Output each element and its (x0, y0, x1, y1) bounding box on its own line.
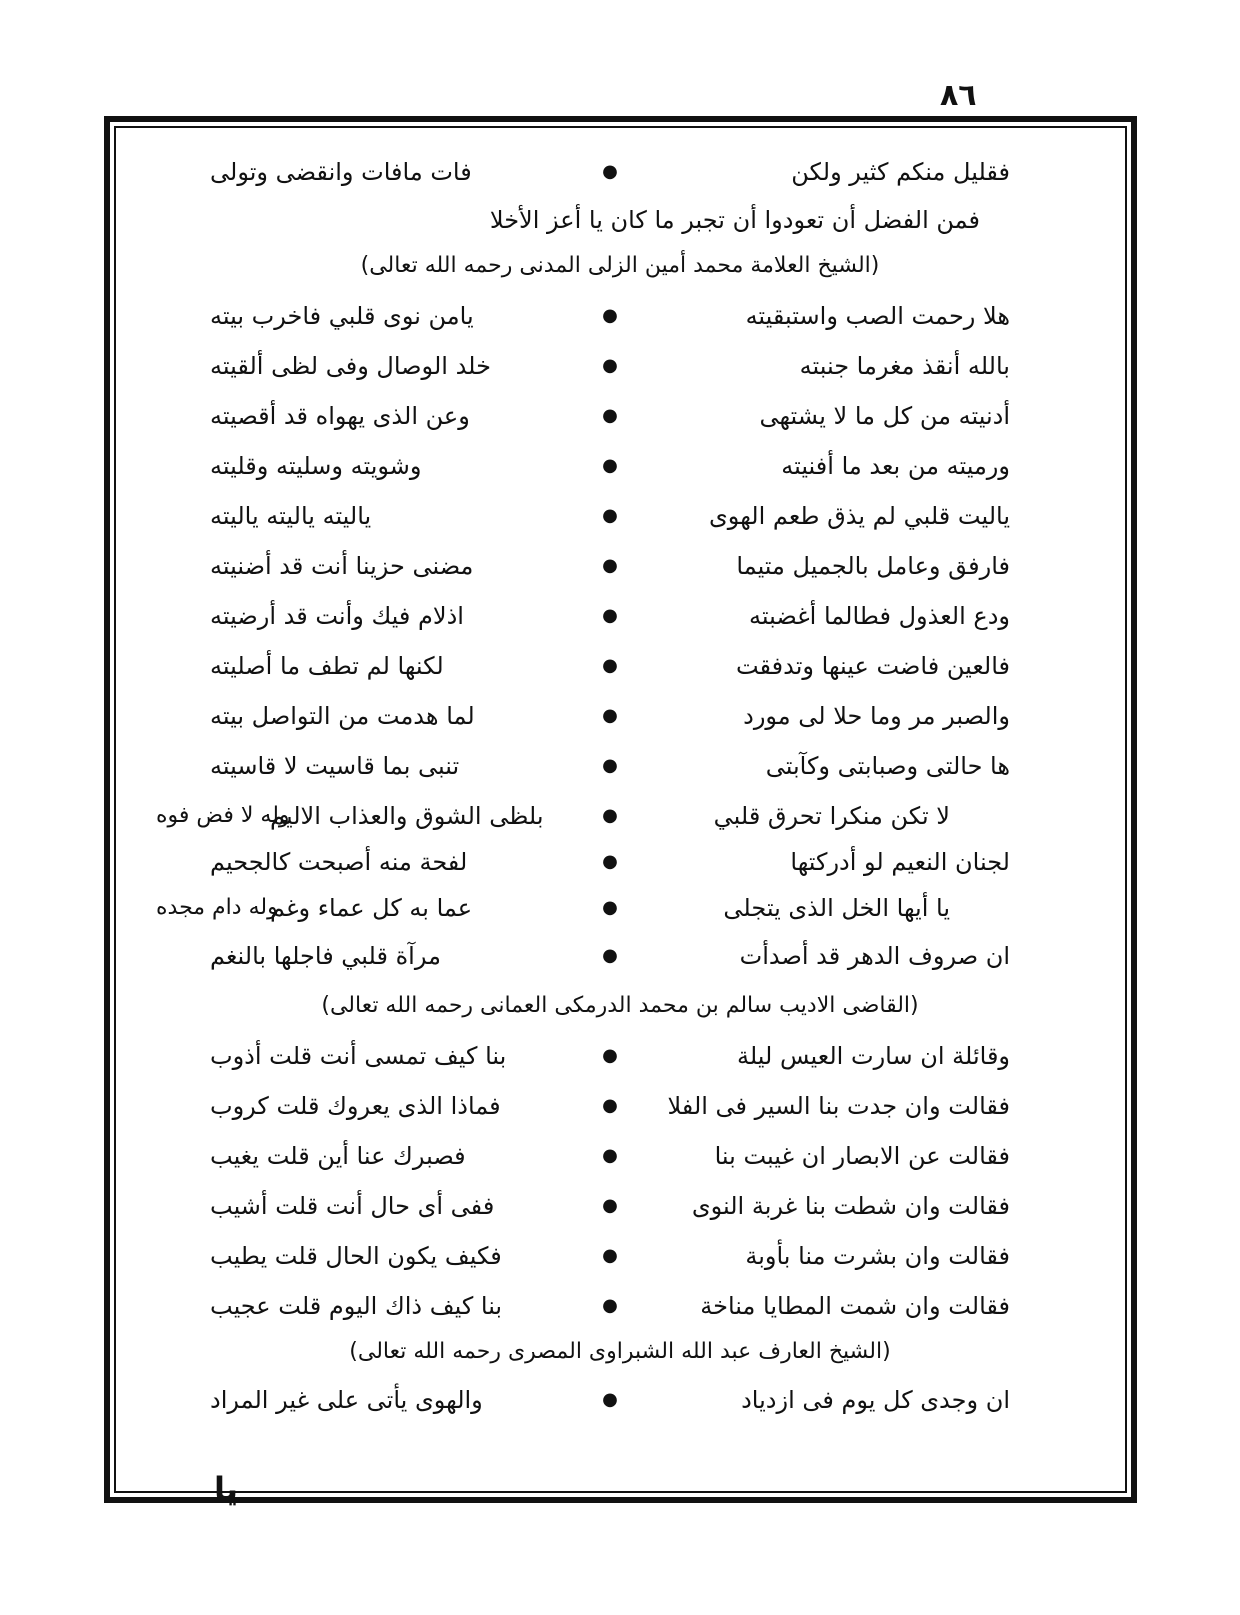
verse-second-hemistich: لما هدمت من التواصل بيته (210, 702, 475, 730)
verse-first-hemistich: فقليل منكم كثير ولكن (791, 158, 1010, 186)
hemistich-separator: ● (602, 505, 618, 526)
verse-first-hemistich: لا تكن منكرا تحرق قلبي (713, 802, 950, 830)
hemistich-separator: ● (602, 851, 618, 872)
verse-second-hemistich: فكيف يكون الحال قلت يطيب (210, 1242, 502, 1270)
hemistich-separator: ● (602, 1195, 618, 1216)
verse-second-hemistich: والهوى يأتى على غير المراد (210, 1386, 483, 1414)
hemistich-separator: ● (602, 655, 618, 676)
verse-second-hemistich: لكنها لم تطف ما أصليته (210, 652, 444, 680)
verse-second-hemistich: مضنى حزينا أنت قد أضنيته (210, 552, 474, 580)
verse-first-hemistich: ها حالتى وصبابتى وكآبتى (765, 752, 1010, 780)
verse-first-hemistich: ورميته من بعد ما أفنيته (781, 452, 1010, 480)
verse-line (210, 842, 1010, 882)
verse-line (210, 152, 1010, 192)
hemistich-separator: ● (602, 945, 618, 966)
verse-first-hemistich: فقالت وان جدت بنا السير فى الفلا (667, 1092, 1010, 1120)
poem-intro: وله لا فض فوه (156, 803, 290, 828)
verse-line (210, 296, 1010, 336)
verse-second-hemistich: ففى أى حال أنت قلت أشيب (210, 1192, 495, 1220)
verse-second-hemistich: اذلام فيك وأنت قد أرضيته (210, 602, 464, 630)
verse-first-hemistich: وقائلة ان سارت العيس ليلة (736, 1042, 1010, 1070)
hemistich-separator: ● (602, 555, 618, 576)
hemistich-separator: ● (602, 1095, 618, 1116)
verse-first-hemistich: فالعين فاضت عينها وتدفقت (735, 652, 1010, 680)
hemistich-separator: ● (602, 1245, 618, 1266)
poem-intro: وله دام مجده (156, 895, 278, 920)
hemistich-separator: ● (602, 605, 618, 626)
verse-second-hemistich: يامن نوى قلبي فاخرب بيته (210, 302, 474, 330)
verse-line (210, 1236, 1010, 1276)
verse-second-hemistich: فصبرك عنا أين قلت يغيب (210, 1142, 466, 1170)
verse-line (210, 1380, 1010, 1420)
hemistich-separator: ● (602, 1295, 618, 1316)
verse-first-hemistich: لجنان النعيم لو أدركتها (790, 848, 1010, 876)
poet-attribution-heading: (الشيخ العلامة محمد أمين الزلى المدنى رحمه الله تعالى) (360, 253, 880, 278)
verse-line (210, 346, 1010, 386)
verse-line (210, 646, 1010, 686)
verse-line (210, 746, 1010, 786)
verse-line (210, 496, 1010, 536)
verse-line (210, 1186, 1010, 1226)
prose-line: فمن الفضل أن تعودوا أن تجبر ما كان يا أعز الأخلا (489, 206, 980, 234)
verse-second-hemistich: عما به كل عماء وغم (270, 894, 473, 922)
verse-second-hemistich: وشويته وسليته وقليته (210, 452, 422, 480)
verse-line (270, 796, 950, 836)
hemistich-separator: ● (602, 161, 618, 182)
verse-line (210, 446, 1010, 486)
hemistich-separator: ● (602, 805, 618, 826)
verse-second-hemistich: ياليته ياليته ياليته (210, 502, 372, 530)
poet-attribution-heading: (القاضى الاديب سالم بن محمد الدرمكى العمانى رحمه الله تعالى) (321, 993, 919, 1018)
hemistich-separator: ● (602, 305, 618, 326)
verse-first-hemistich: ودع العذول فطالما أغضبته (748, 602, 1010, 630)
verse-line (210, 546, 1010, 586)
verse-second-hemistich: خلد الوصال وفى لظى ألقيته (210, 352, 491, 380)
hemistich-separator: ● (602, 705, 618, 726)
verse-line (210, 936, 1010, 976)
verse-first-hemistich: فقالت عن الابصار ان غيبت بنا (714, 1142, 1010, 1170)
verse-second-hemistich: بلظى الشوق والعذاب الاليم (270, 802, 544, 830)
verse-second-hemistich: فات مافات وانقضى وتولى (210, 158, 472, 186)
verse-second-hemistich: وعن الذى يهواه قد أقصيته (210, 402, 470, 430)
verse-first-hemistich: أدنيته من كل ما لا يشتهى (759, 402, 1010, 430)
verse-line (210, 1286, 1010, 1326)
verse-line (210, 1136, 1010, 1176)
verse-line (210, 696, 1010, 736)
hemistich-separator: ● (602, 455, 618, 476)
verse-line (210, 1036, 1010, 1076)
hemistich-separator: ● (602, 1045, 618, 1066)
verse-second-hemistich: تنبى بما قاسيت لا قاسيته (210, 752, 460, 780)
verse-line (210, 396, 1010, 436)
hemistich-separator: ● (602, 897, 618, 918)
verse-second-hemistich: بنا كيف ذاك اليوم قلت عجيب (210, 1292, 503, 1320)
verse-first-hemistich: بالله أنقذ مغرما جنبته (799, 352, 1010, 380)
verse-second-hemistich: مرآة قلبي فاجلها بالنغم (210, 942, 441, 970)
verse-first-hemistich: ان وجدى كل يوم فى ازدياد (741, 1386, 1010, 1414)
hemistich-separator: ● (602, 1145, 618, 1166)
verse-first-hemistich: هلا رحمت الصب واستبقيته (745, 302, 1010, 330)
hemistich-separator: ● (602, 355, 618, 376)
verse-first-hemistich: ان صروف الدهر قد أصدأت (739, 942, 1010, 970)
verse-first-hemistich: فارفق وعامل بالجميل متيما (736, 552, 1010, 580)
page-number: ٨٦ (940, 78, 977, 113)
verse-first-hemistich: ياليت قلبي لم يذق طعم الهوى (709, 502, 1010, 530)
verse-second-hemistich: بنا كيف تمسى أنت قلت أذوب (210, 1042, 507, 1070)
verse-line (210, 596, 1010, 636)
poet-attribution-heading: (الشيخ العارف عبد الله الشبراوى المصرى رحمه الله تعالى) (349, 1339, 891, 1364)
verse-first-hemistich: فقالت وان بشرت منا بأوبة (745, 1242, 1010, 1270)
verse-first-hemistich: فقالت وان شطت بنا غربة النوى (691, 1192, 1010, 1220)
hemistich-separator: ● (602, 755, 618, 776)
verse-line (210, 1086, 1010, 1126)
verse-first-hemistich: يا أيها الخل الذى يتجلى (723, 894, 950, 922)
hemistich-separator: ● (602, 1389, 618, 1410)
verse-second-hemistich: فماذا الذى يعروك قلت كروب (210, 1092, 501, 1120)
verse-first-hemistich: فقالت وان شمت المطايا مناخة (700, 1292, 1010, 1320)
verse-line (270, 888, 950, 928)
hemistich-separator: ● (602, 405, 618, 426)
verse-first-hemistich: والصبر مر وما حلا لى مورد (743, 702, 1010, 730)
verse-second-hemistich: لفحة منه أصبحت كالجحيم (210, 848, 468, 876)
catchword: يا (214, 1470, 239, 1508)
